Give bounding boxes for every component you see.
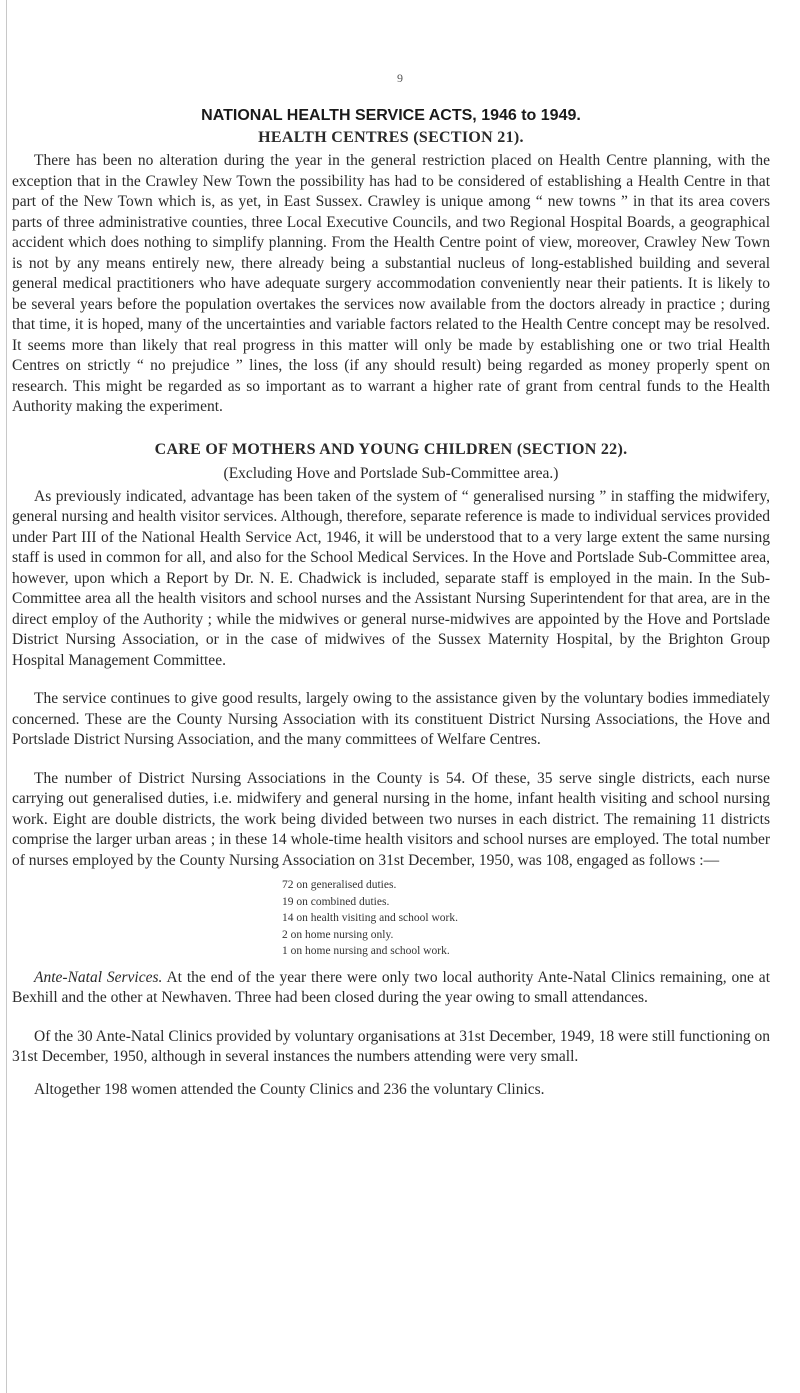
nurse-breakdown-list <box>282 877 770 960</box>
list-item: 2 on home nursing only. <box>282 928 394 941</box>
section-heading-care-of-mothers: CARE OF MOTHERS AND YOUNG CHILDREN (SECTION 22). <box>154 440 628 458</box>
nursing-associations-paragraph: The number of District Nursing Associations in the County is 54. Of these, 35 serve single districts, each nurse carrying out generalised duties, i.e. midwifery and general nursing in the home, infant health visiting and school nursing work. Eight are double districts, the work being divided between two nurses in each district. The remaining 11 districts comprise the larger urban areas ; in these 14 whole-time health visitors and school nurses are employed. The total number of nurses employed by the County Nursing Association on 31st December, 1950, was 108, engaged as follows :— <box>12 769 770 869</box>
antenatal-services-paragraph <box>12 968 770 1009</box>
antenatal-services-label: Ante-Natal Services. <box>34 968 163 986</box>
section-heading-health-centres: HEALTH CENTRES (SECTION 21). <box>258 129 524 146</box>
generalised-nursing-paragraph: As previously indicated, advantage has been taken of the system of “ generalised nursing ” in staffing the midwifery, general nursing and health visitor services. Although, therefore, separate reference is made to individual services provided under Part III of the National Health Service Act, 1946, it will be understood that to a very large extent the same nursing staff is used in common for all, and also for the School Medical Services. In the Hove and Portslade Sub-Committee area, however, upon which a Report by Dr. N. E. Chadwick is included, separate staff is employed in the main. In the Sub-Committee area all the health visitors and school nurses and the Assistant Nursing Superintendent for that area, are in the direct employ of the Authority ; while the midwives or general nurse-midwives are appointed by the Hove and Portslade District Nursing Association, or in the case of midwives of the Sussex Maternity Hospital, by the Brighton Group Hospital Management Committee. <box>12 487 770 669</box>
list-item: 1 on home nursing and school work. <box>282 945 450 957</box>
list-item: 19 on combined duties. <box>282 895 390 908</box>
page-number: 9 <box>397 71 403 85</box>
antenatal-services-text: At the end of the year there were only two local authority Ante-Natal Clinics remaining, one at Bexhill and the other at Newhaven. Three had been closed during the year owing to small attendances. <box>12 968 770 1006</box>
health-centres-paragraph: There has been no alteration during the year in the general restriction placed on Health Centre planning, with the exception that in the Crawley New Town the possibility has had to be considered of establishing a Health Centre in that part of the New Town which is, as yet, in East Sussex. Crawley is unique among “ new towns ” in that its area covers parts of three administrative counties, three Local Executive Councils, and two Regional Hospital Boards, a geographical accident which does nothing to simplify planning. From the Health Centre point of view, moreover, Crawley New Town is not by any means entirely new, there already being a substantial nucleus of long-established building and several general medical practitioners who have adequate surgery accommodation conveniently near their patients. It is likely to be several years before the population overtakes the services now available from the doctors already in practice ; during that time, it is hoped, many of the uncertainties and variable factors related to the Health Centre concept may be resolved. It seems more than likely that real progress in this matter will only be made by establishing one or two trial Health Centres on strictly “ no prejudice ” lines, the loss (if any should result) being regarded as money properly spent on research. This might be regarded as so important as to warrant a higher rate of grant from central funds to the Health Authority making the experiment. <box>12 152 770 415</box>
list-item: 14 on health visiting and school work. <box>282 912 458 924</box>
attendance-paragraph: Altogether 198 women attended the County Clinics and 236 the voluntary Clinics. <box>34 1080 545 1098</box>
voluntary-clinics-paragraph: Of the 30 Ante-Natal Clinics provided by voluntary organisations at 31st December, 1949, 18 were still functioning on 31st December, 1950, although in several instances the numbers attending were very small. <box>12 1027 770 1065</box>
document-title: NATIONAL HEALTH SERVICE ACTS, 1946 to 1949. <box>201 107 581 124</box>
section-subheading: (Excluding Hove and Portslade Sub-Committee area.) <box>223 464 559 482</box>
voluntary-bodies-paragraph: The service continues to give good results, largely owing to the assistance given by the voluntary bodies immediately concerned. These are the County Nursing Association with its constituent District Nursing Associations, the Hove and Portslade District Nursing Association, and the many committees of Welfare Centres. <box>12 690 770 748</box>
section-care-of-mothers <box>12 438 770 1101</box>
section-health-centres <box>12 126 770 418</box>
list-item: 72 on generalised duties. <box>282 879 397 891</box>
document-body <box>12 105 770 1100</box>
page-edge-shadow <box>6 0 7 1393</box>
